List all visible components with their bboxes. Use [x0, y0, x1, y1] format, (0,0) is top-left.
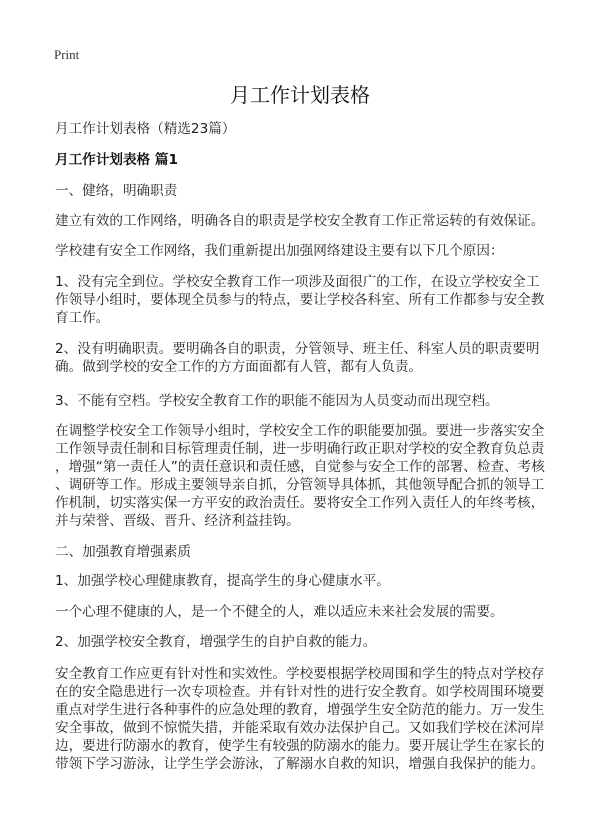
text-line: 安全教育工作应更有针对性和实效性。学校要根据学校周围和学生的特点对学校存	[55, 666, 545, 682]
text-line: 2、没有明确职责。要明确各自的职责，分管领导、班主任、科室人员的职责要明	[55, 341, 540, 357]
text-line: 育工作。	[55, 310, 110, 326]
section-heading: 月工作计划表格 篇1	[55, 152, 178, 168]
text-line: 、调研等工作。形成主要领导亲自抓，分管领导具体抓，其他领导配合抓的领导工	[55, 477, 545, 493]
text-line: 重点对学生进行各种事件的应急处理的教育，增强学生安全防范的能力。万一发生	[55, 702, 545, 718]
text-line: ，增强“第一责任人”的责任意识和责任感，自觉参与安全工作的部署、检查、考核	[55, 459, 545, 475]
text-line: 并与荣誉、晋级、晋升、经济利益挂钩。	[55, 513, 300, 529]
paragraph	[55, 665, 544, 773]
paragraph	[55, 212, 544, 230]
text-line: 1、加强学校心理健康教育，提高学生的身心健康水平。	[55, 573, 390, 589]
text-line: 带领下学习游泳，让学生学会游泳，了解溺水自救的知识，增强自我保护的能力。	[55, 756, 545, 772]
list-item-3	[55, 392, 499, 410]
paragraph	[55, 422, 545, 530]
text-line: 在的安全隐患进行一次专项检查。并有针对性的进行安全教育。如学校周围环境要	[55, 684, 545, 700]
text-line: 二、加强教育增强素质	[55, 544, 191, 560]
text-line: 一、健络，明确职责	[55, 183, 178, 199]
subtitle: 月工作计划表格（精选23篇）	[55, 121, 236, 137]
text-line: 2、加强学校安全教育，增强学生的自护自救的能力。	[55, 634, 377, 650]
paragraph	[55, 242, 504, 260]
page-title: 月工作计划表格	[230, 83, 370, 107]
list-item-2	[55, 633, 376, 651]
print-link[interactable]: Print	[54, 47, 80, 62]
text-line: 作领导小组时，要体现全员参与的特点，要让学校各科室、所有工作都参与安全教	[55, 292, 545, 308]
text-line: 在调整学校安全工作领导小组时，学校安全工作的职能要加强。要进一步落实安全	[55, 423, 545, 439]
text-line: 3、不能有空档。学校安全教育工作的职能不能因为人员变动而出现空档。	[55, 393, 499, 409]
list-item-2	[55, 340, 539, 376]
text-line: 工作领导责任制和目标管理责任制，进一步明确行政正职对学校的安全教育负总责	[55, 441, 545, 457]
text-line: 确。做到学校的安全工作的方方面面都有人管，都有人负责。	[55, 359, 423, 375]
heading-1	[55, 182, 177, 200]
text-line: 安全事故，做到不惊慌失措，并能采取有效办法保护自己。又如我们学校在沭河岸	[55, 720, 545, 736]
list-item-1	[55, 273, 544, 327]
text-line: 作机制，切实落实保一方平安的政治责任。要将安全工作列入责任人的年终考核，	[55, 495, 545, 511]
text-line: 学校建有安全工作网络，我们重新提出加强网络建设主要有以下几个原因：	[55, 243, 504, 259]
text-line: 建立有效的工作网络，明确各自的职责是学校安全教育工作正常运转的有效保证。	[55, 213, 545, 229]
heading-2	[55, 543, 191, 561]
paragraph	[55, 603, 504, 621]
list-item-1	[55, 572, 390, 590]
text-line: 边，要进行防溺水的教育，使学生有较强的防溺水的能力。要开展让学生在家长的	[55, 738, 545, 754]
text-line: 一个心理不健康的人，是一个不健全的人，难以适应未来社会发展的需要。	[55, 604, 504, 620]
text-line: 1、没有完全到位。学校安全教育工作一项涉及面很广的工作，在设立学校安全工	[55, 274, 540, 290]
